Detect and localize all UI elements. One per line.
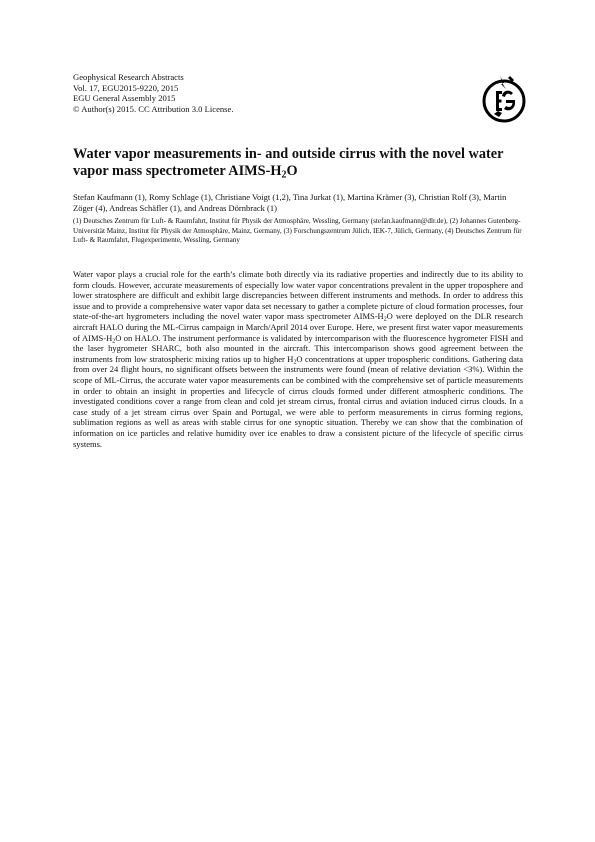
abstract-subscript-3: 2 [293,359,297,366]
author-list: Stefan Kaufmann (1), Romy Schlage (1), Christiane Voigt (1,2), Tina Jurkat (1), Martina Krämer (3), Christian Rolf (3), Martin Zöger (4), Andreas Schäfler (1), and Andreas Dörnbrack (1) [73,192,507,213]
license-info: © Author(s) 2015. CC Attribution 3.0 License. [73,103,234,114]
volume-info: Vol. 17, EGU2015-9220, 2015 [73,82,179,93]
assembly-info: EGU General Assembly 2015 [73,93,176,104]
abstract-subscript-2: 2 [112,338,116,345]
title-subscript: 2 [281,169,287,181]
abstract-part-3: O on HALO. The instrument performance is validated by intercomparison with the fluorescence hygrometer FISH and the laser hygrometer SHARC, both also mounted in the aircraft. This intercomparison shows good agreement between the instruments from low stratospheric mixing ratios up to higher H [73,332,523,364]
title-tail: O [286,163,298,180]
title-main: Water vapor measurements in- and outside cirrus with the novel water vapor mass spectrometer AIMS-H [73,146,504,180]
abstract-part-1: Water vapor plays a crucial role for the earth’s climate both directly via its radiative properties and indirectly due to its ability to form clouds. However, accurate measurements of especially low water vapor concentrations prevalent in the upper troposphere and lower stratosphere are difficult and exhibit large discrepancies between different instruments and methods. In order to address this issue and to provide a comprehensive water vapor data set necessary to gather a complete picture of cloud formation processes, four state-of-the-art hygrometers including the novel water vapor mass spectrometer AIMS-H [73,269,523,322]
journal-name: Geophysical Research Abstracts [73,72,184,82]
affiliation-list: (1) Deutsches Zentrum für Luft- & Raumfahrt, Institut für Physik der Atmosphäre, Wessling, Germany (stefan.kaufmann@dlr.de), (2) Johannes Gutenberg-Universität Mainz, Institut für Physik der Atmosphäre, Mainz, Germany, (3) Forschungszentrum Jülich, IEK-7, Jülich, Germany, (4) Deutsches Zentrum für Luft- & Raumfahrt, Flugexperimente, Wessling, Germany [73,217,522,245]
egu-logo-icon [479,74,529,124]
abstract-part-4: O concentrations at upper tropospheric conditions. Gathering data from over 24 flight hours, no significant offsets between the instruments were found (mean of relative deviation <3%). Within the scope of ML-Cirrus, the accurate water vapor measurements can be combined with the comprehensive set of particle measurements in order to obtain an insight in properties and lifecycle of cirrus clouds formed under different atmospheric conditions. The investigated conditions cover a range from clean and cold jet stream cirrus, frontal cirrus and aviation induced cirrus clouds. In a case study of a jet stream cirrus over Spain and Portugal, we were able to perform measurements in cirrus forming regions, sublimation regions as well as areas with stable cirrus for one synoptic situation. Thereby we can show that the combination of information on ice particles and relative humidity over ice enables to draw a consistent picture of the lifecycle of specific cirrus systems. [73,353,523,449]
journal-header [73,72,373,114]
abstract-body [73,269,523,449]
abstract-subscript-1: 2 [383,316,387,323]
paper-title [73,146,533,184]
abstract-part-2: O were deployed on the DLR research aircraft HALO during the ML-Cirrus campaign in March/April 2014 over Europe. Here, we present first water vapor measurements of AIMS-H [73,311,523,343]
